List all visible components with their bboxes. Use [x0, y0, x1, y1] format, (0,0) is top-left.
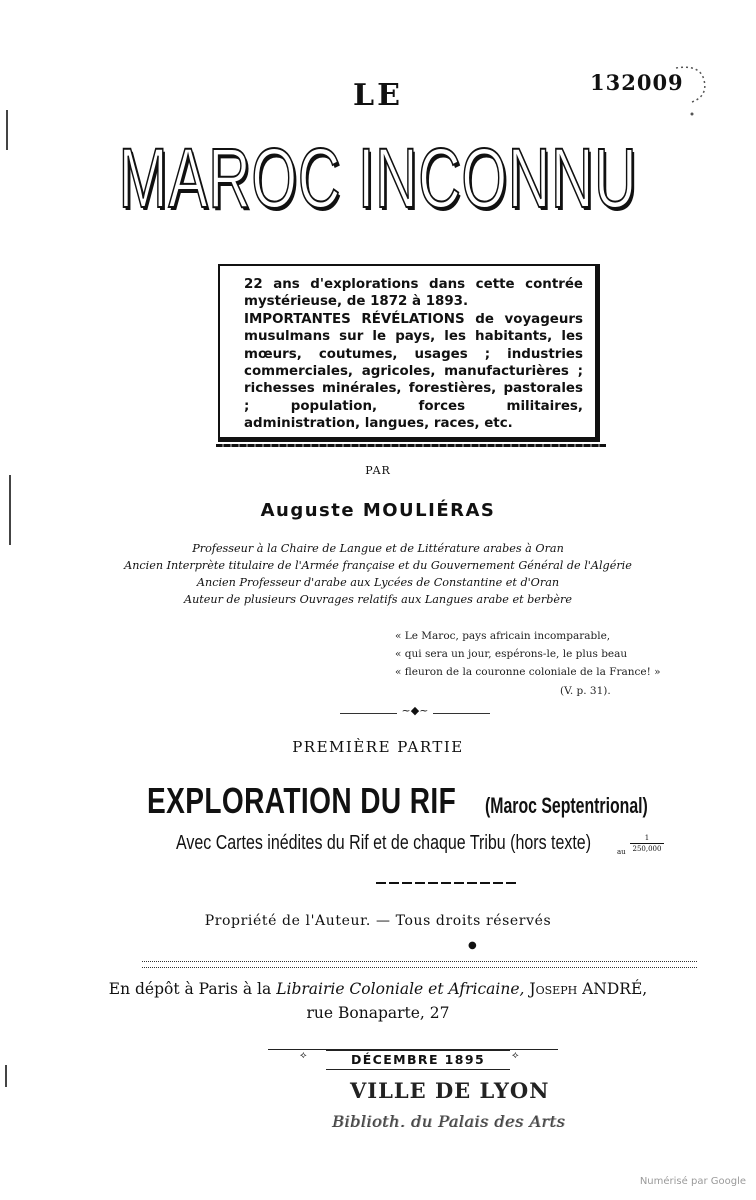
part-subtitle: (Maroc Septentrional) — [485, 793, 649, 818]
author-credits — [0, 540, 756, 608]
date-ornament-icon: ⟡ — [300, 1050, 307, 1061]
scale-denominator: 250,000 — [632, 845, 662, 853]
par-label: PAR — [365, 464, 391, 477]
rights-notice: Propriété de l'Auteur. — Tous droits réservés — [204, 913, 552, 929]
credit-line: Auteur de plusieurs Ouvrages relatifs aux Langues arabe et berbère — [183, 593, 573, 606]
margin-mark — [6, 110, 8, 150]
depot-address: rue Bonaparte, 27 — [306, 1004, 450, 1022]
summary-box-rule — [216, 444, 606, 447]
summary-intro: 22 ans d'explorations dans cette contrée mystérieuse, de 1872 à 1893. — [244, 277, 583, 310]
map-scale — [630, 833, 664, 854]
ink-mark: ● — [468, 940, 477, 951]
revelations-text: de voyageurs musulmans sur le pays, les habitants, les mœurs, coutumes, usages ; industries commerciales, agricoles, manufacturières ; richesses minérales, forestières, pastorales ; population, forces militaires, administration, langues, races, etc. — [244, 311, 583, 432]
epigraph-line: « fleuron de la couronne coloniale de la France! » — [395, 666, 661, 678]
ornament-icon: ~◆~ — [397, 704, 433, 717]
date-ornament-icon: ⟡ — [512, 1050, 519, 1061]
summary-box — [218, 264, 600, 442]
publisher-name: Joseph ANDRÉ, — [524, 980, 648, 998]
summary-revelations — [244, 311, 583, 433]
library-stamp-city: VILLE DE LYON — [350, 1078, 550, 1103]
epigraph-line: « Le Maroc, pays africain incomparable, — [395, 630, 611, 642]
library-name: Librairie Coloniale et Africaine, — [276, 980, 525, 998]
scale-numerator: 1 — [630, 833, 664, 844]
margin-mark — [5, 1065, 7, 1087]
credit-line: Ancien Professeur d'arabe aux Lycées de Constantine et d'Oran — [196, 576, 560, 589]
shelfmark-number: 132009 — [590, 70, 684, 95]
depot-line — [0, 980, 756, 998]
author-name: Auguste MOULIÉRAS — [260, 500, 496, 521]
scale-prefix: au — [617, 848, 626, 856]
credit-line: Professeur à la Chaire de Langue et de Littérature arabes à Oran — [192, 542, 564, 555]
depot-prefix: En dépôt à Paris à la — [108, 980, 277, 998]
credit-line: Ancien Interprète titulaire de l'Armée française et du Gouvernement Général de l'Algérie — [124, 559, 632, 572]
epigraph-line: « qui sera un jour, espérons-le, le plus beau — [395, 648, 628, 660]
maps-note-text: Avec Cartes inédites du Rif et de chaque Tribu (hors texte) — [176, 832, 592, 854]
book-title: MAROC INCONNU — [118, 131, 638, 225]
digitized-watermark: Numérisé par Google — [639, 1176, 746, 1187]
part-title: EXPLORATION DU RIF — [147, 780, 457, 821]
epigraph-reference: (V. p. 31). — [560, 685, 611, 697]
epigraph — [395, 627, 685, 681]
part-label: PREMIÈRE PARTIE — [292, 738, 464, 756]
ornament-rule — [376, 882, 516, 884]
title-article: LE — [353, 78, 403, 113]
revelations-lead: IMPORTANTES RÉVÉLATIONS — [244, 311, 465, 327]
publication-date: DÉCEMBRE 1895 — [326, 1050, 510, 1070]
double-rule-divider — [142, 961, 697, 968]
part-title-line — [147, 780, 756, 822]
library-stamp-name: Biblioth. du Palais des Arts — [332, 1112, 566, 1131]
